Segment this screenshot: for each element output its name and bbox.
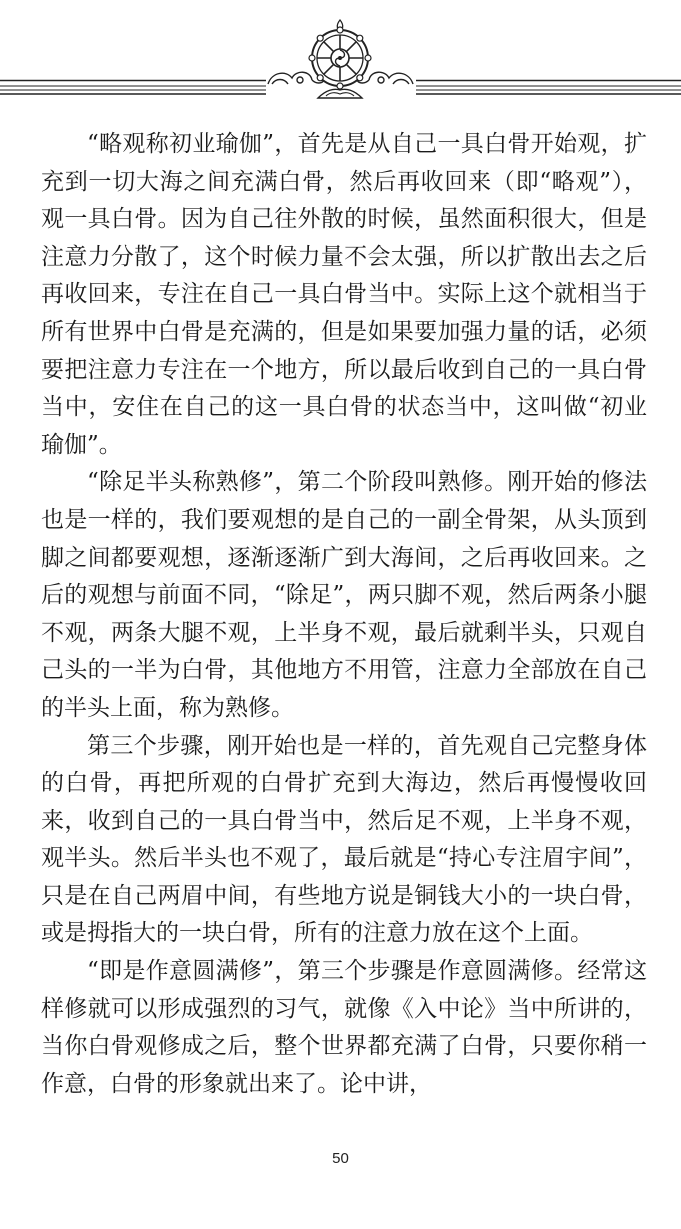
page-body-text [41, 126, 647, 1103]
paragraph: 第三个步骤，刚开始也是一样的，首先观自己完整身体的白骨，再把所观的白骨扩充到大海边，然后再慢慢收回来，收到自己的一具白骨当中，然后足不观，上半身不观，观半头。然后半头也不观了，最后就是“持心专注眉宇间”，只是在自己两眉中间，有些地方说是铜钱大小的一块白骨，或是拇指大的一块白骨，所有的注意力放在这个上面。 [41, 732, 647, 947]
paragraph: “略观称初业瑜伽”，首先是从自己一具白骨开始观，扩充到一切大海之间充满白骨，然后再收回来（即“略观”），观一具白骨。因为自己往外散的时候，虽然面积很大，但是注意力分散了，这个时候力量不会太强，所以扩散出去之后再收回来，专注在自己一具白骨当中。实际上这个就相当于所有世界中白骨是充满的，但是如果要加强力量的话，必须要把注意力专注在一个地方，所以最后收到自己的一具白骨当中，安住在自己的这一具白骨的状态当中，这叫做“初业瑜伽”。 [41, 131, 647, 458]
paragraph: “即是作意圆满修”，第三个步骤是作意圆满修。经常这样修就可以形成强烈的习气，就像《入中论》当中所讲的，当你白骨观修成之后，整个世界都充满了白骨，只要你稍一作意，白骨的形象就出来了。论中讲， [41, 958, 647, 1097]
header-decoration [0, 0, 681, 110]
page-header-ornament [0, 0, 681, 110]
paragraph: “除足半头称熟修”，第二个阶段叫熟修。刚开始的修法也是一样的，我们要观想的是自己的一副全骨架，从头顶到脚之间都要观想，逐渐逐渐广到大海间，之后再收回来。之后的观想与前面不同，“除足”，两只脚不观，然后两条小腿不观，两条大腿不观，上半身不观，最后就剩半头，只观自己头的一半为白骨，其他地方不用管，注意力全部放在自己的半头上面，称为熟修。 [41, 469, 647, 721]
page-number: 50 [332, 1150, 349, 1167]
